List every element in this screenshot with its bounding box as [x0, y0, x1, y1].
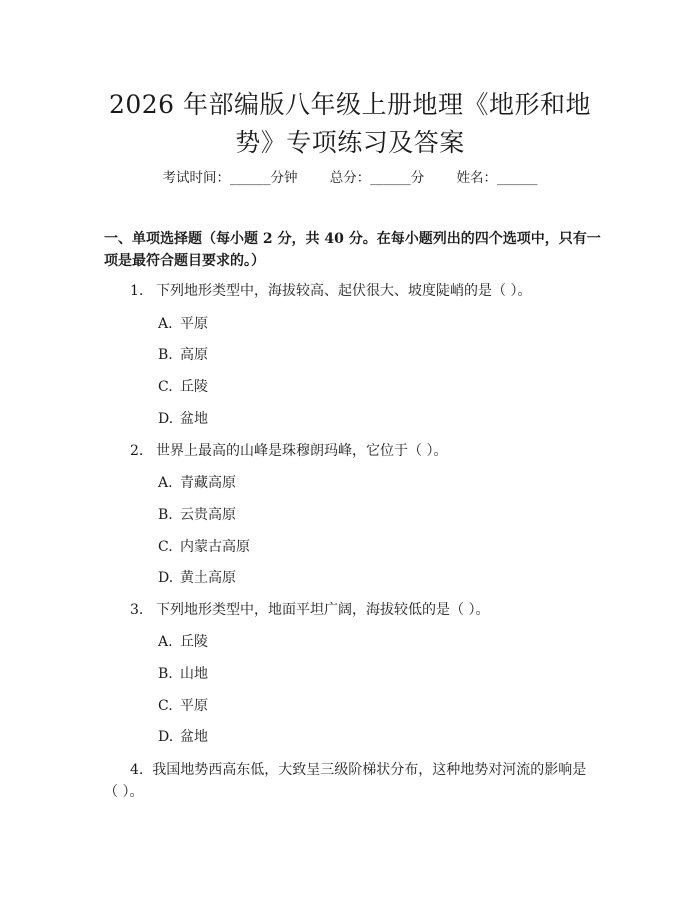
question-number: 4. — [130, 762, 144, 778]
option-letter: D. — [158, 411, 174, 427]
option-2d — [158, 568, 236, 588]
option-3c — [158, 696, 208, 716]
option-letter: C. — [158, 379, 173, 395]
option-2b — [158, 505, 236, 525]
option-3a — [158, 632, 208, 652]
exam-time-field: 考试时间：______分钟 — [162, 170, 298, 186]
option-letter: B. — [158, 507, 173, 523]
total-score-field: 总分：______分 — [329, 170, 425, 186]
option-letter: B. — [158, 347, 173, 363]
question-stem: 下列地形类型中，地面平坦广阔，海拔较低的是（ ）。 — [156, 602, 490, 618]
name-field: 姓名：______ — [456, 170, 538, 186]
option-text: 平原 — [180, 316, 208, 332]
question-stem: 下列地形类型中，海拔较高、起伏很大、坡度陡峭的是（ ）。 — [156, 283, 532, 299]
title-line-1: 2026 年部编版八年级上册地理《地形和地 — [108, 90, 592, 119]
question-3 — [104, 599, 600, 621]
option-text: 青藏高原 — [180, 475, 236, 491]
document-title — [0, 86, 700, 162]
option-text: 平原 — [180, 698, 208, 714]
option-letter: C. — [158, 698, 173, 714]
question-number: 2. — [130, 443, 144, 459]
option-text: 黄土高原 — [180, 570, 236, 586]
question-stem: 我国地势西高东低，大致呈三级阶梯状分布，这种地势对河流的影响是（ ）。 — [104, 762, 587, 800]
option-1b — [158, 345, 208, 365]
option-text: 丘陵 — [180, 634, 208, 650]
option-1c — [158, 377, 208, 397]
option-text: 丘陵 — [180, 379, 208, 395]
title-line-2: 势》专项练习及答案 — [235, 128, 465, 157]
exam-meta — [0, 168, 700, 188]
option-letter: A. — [158, 634, 173, 650]
option-letter: D. — [158, 570, 174, 586]
section-heading: 一、单项选择题（每小题 2 分，共 40 分。在每小题列出的四个选项中，只有一项是最符合题目要求的。） — [104, 231, 601, 269]
option-text: 内蒙古高原 — [180, 539, 250, 555]
option-letter: C. — [158, 539, 173, 555]
question-number: 3. — [130, 602, 144, 618]
option-text: 云贵高原 — [180, 507, 236, 523]
question-1 — [104, 280, 600, 302]
question-4 — [104, 759, 594, 803]
option-3d — [158, 727, 208, 747]
question-number: 1. — [130, 283, 144, 299]
option-1d — [158, 409, 208, 429]
question-2 — [104, 440, 600, 462]
option-1a — [158, 314, 208, 334]
option-letter: A. — [158, 316, 173, 332]
option-text: 高原 — [180, 347, 208, 363]
option-letter: A. — [158, 475, 173, 491]
option-text: 山地 — [180, 666, 208, 682]
question-stem: 世界上最高的山峰是珠穆朗玛峰，它位于（ ）。 — [156, 443, 448, 459]
option-2c — [158, 537, 250, 557]
option-text: 盆地 — [180, 411, 208, 427]
option-letter: D. — [158, 729, 174, 745]
option-letter: B. — [158, 666, 173, 682]
option-2a — [158, 473, 236, 493]
option-text: 盆地 — [180, 729, 208, 745]
option-3b — [158, 664, 208, 684]
